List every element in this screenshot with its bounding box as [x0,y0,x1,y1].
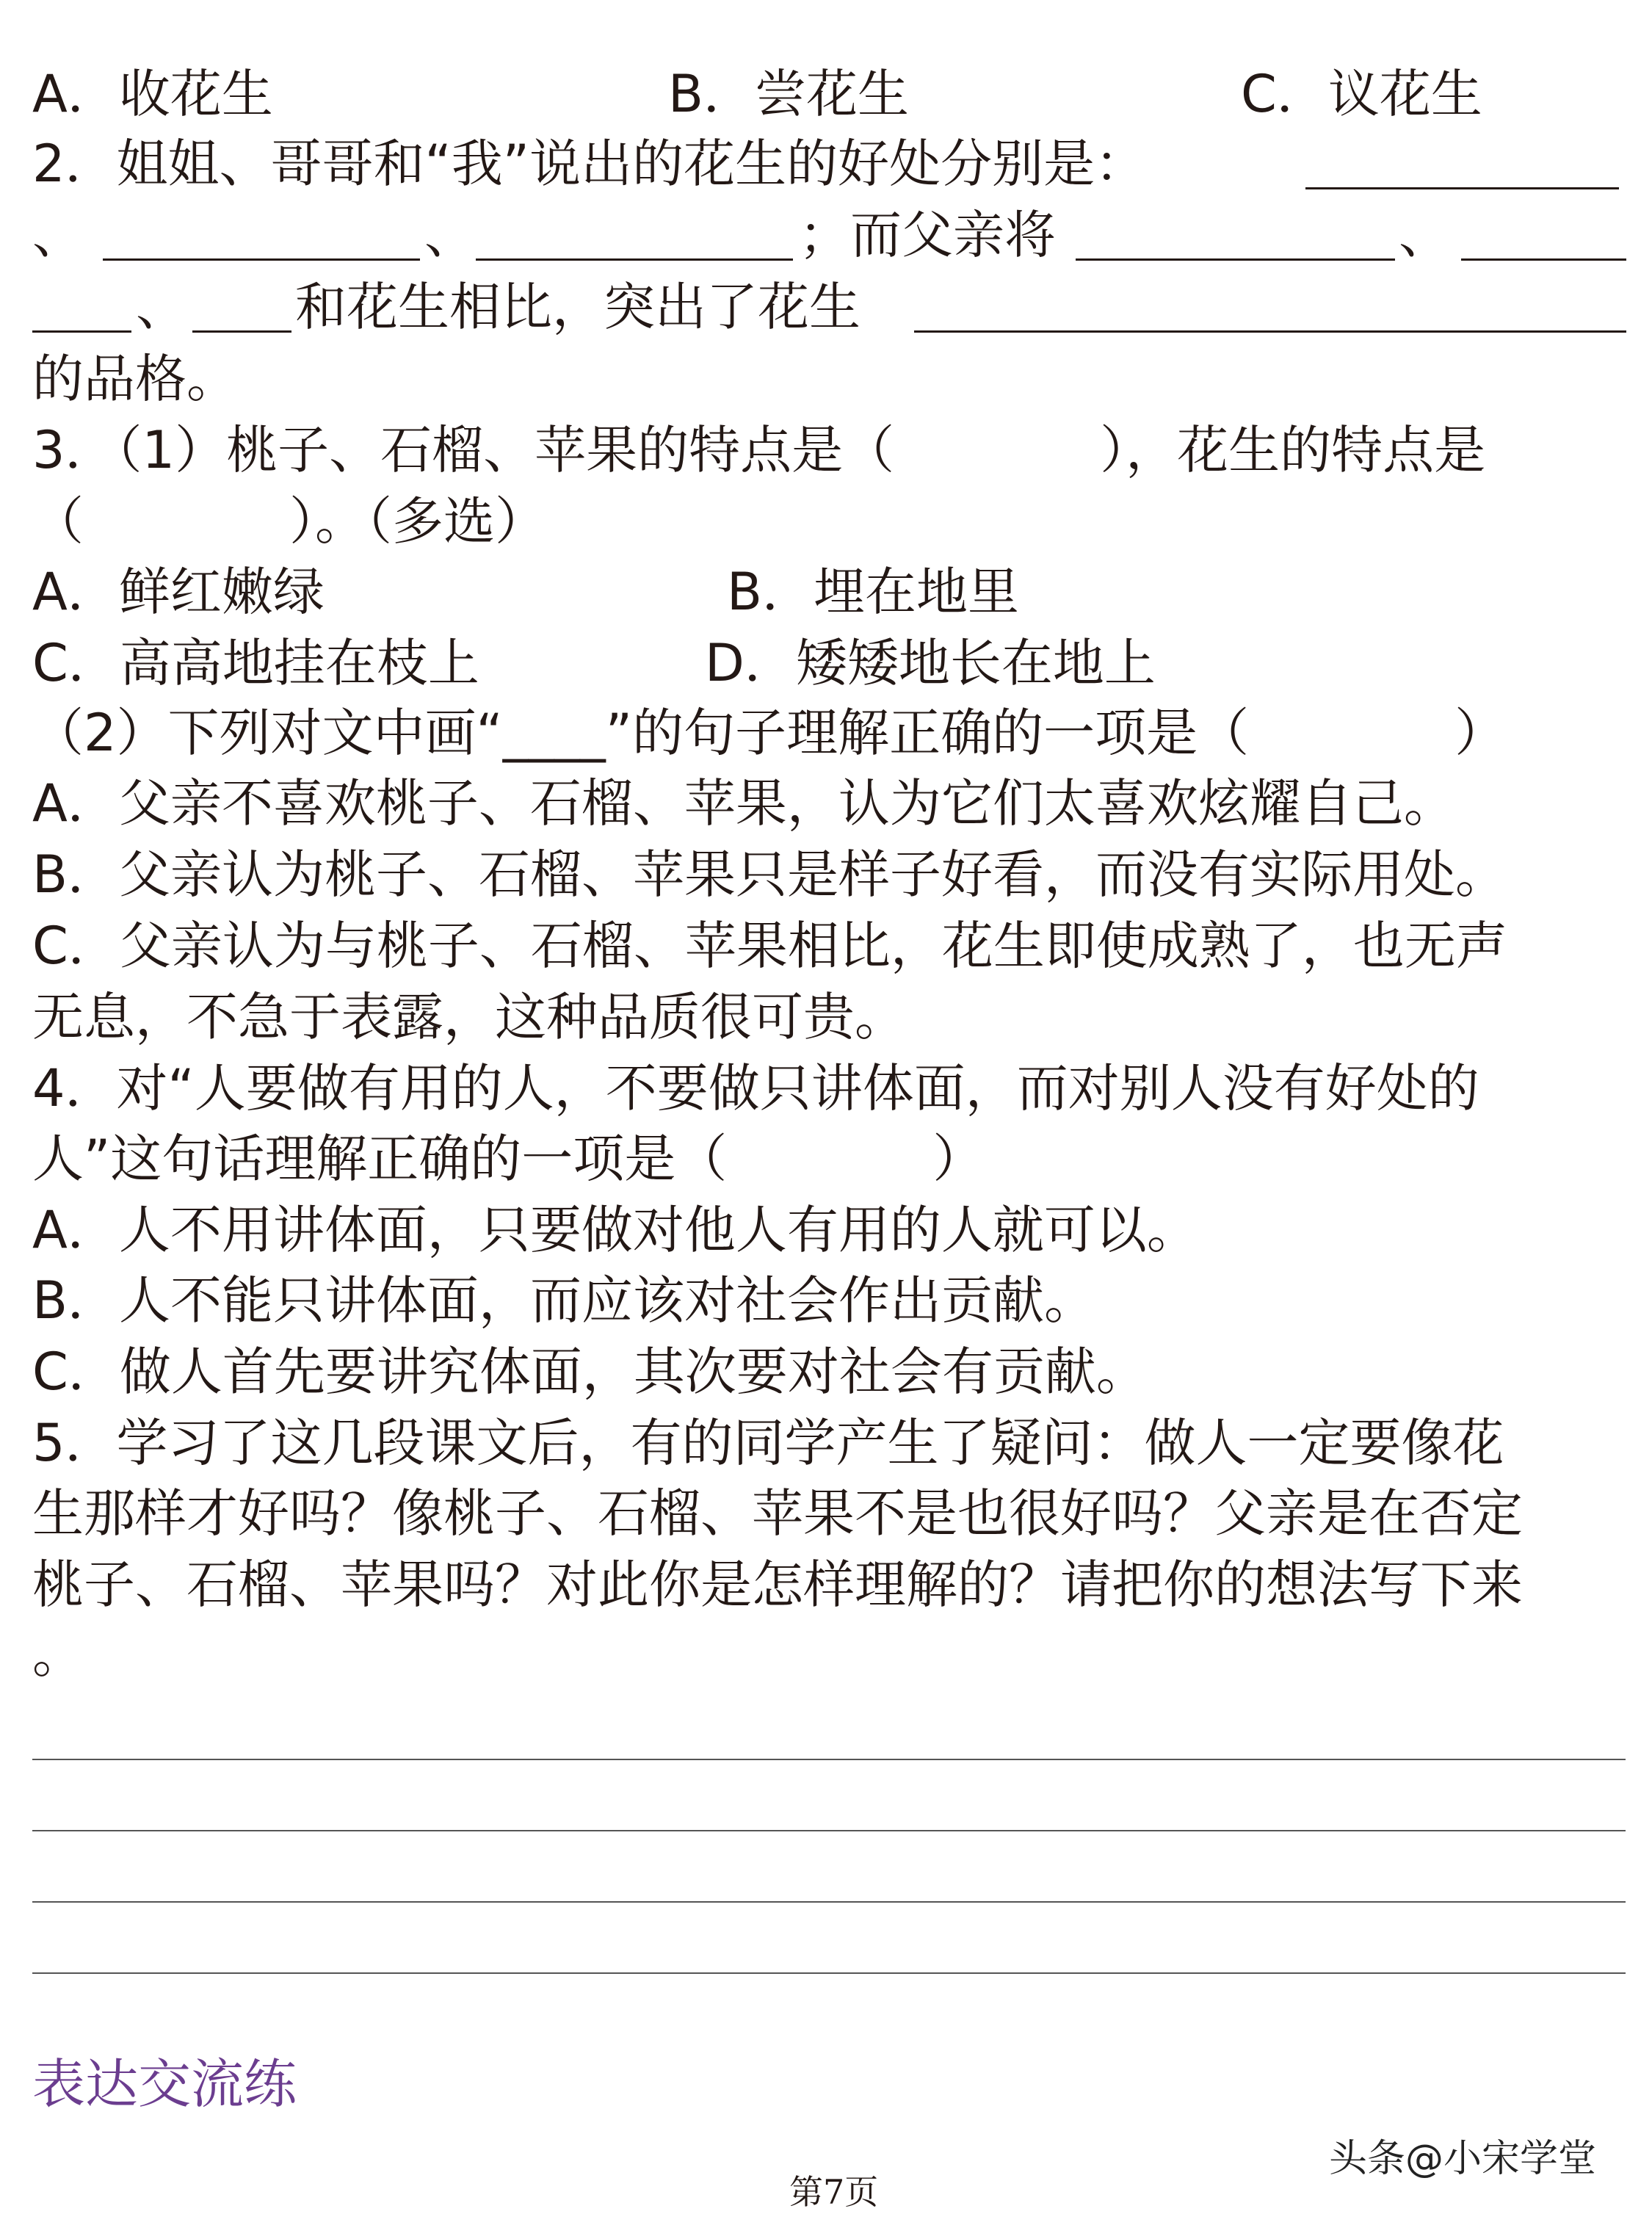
option-a: A．父亲不喜欢桃子、石榴、苹果，认为它们太喜欢炫耀自己。 [32,773,1455,833]
answer-blank[interactable] [103,258,420,261]
question-3-part1: 3．（1）桃子、石榴、苹果的特点是（ ），花生的特点是 [32,420,1486,480]
q2-father-compares: ；而父亲将 [799,205,1056,265]
watermark: 头条@小宋学堂 [1329,2137,1597,2181]
q2-separator: 、 [32,205,84,265]
section-title: 表达交流练 [32,2053,297,2115]
q2-separator: 、 [136,277,187,337]
answer-blank[interactable] [914,330,1626,333]
q2-ending: 的品格。 [32,349,238,409]
option-b: B．人不能只讲体面，而应该对社会作出贡献。 [32,1270,1096,1331]
writing-line[interactable] [32,1972,1626,1974]
question-3-part1-cont: （ ）。（多选） [32,491,546,551]
question-5-text-cont: 桃子、石榴、苹果吗？对此你是怎样理解的？请把你的想法写下来 [32,1555,1523,1615]
question-4-text: 4．对“人要做有用的人，不要做只讲体面，而对别人没有好处的 [32,1058,1479,1118]
answer-blank[interactable] [1461,258,1626,261]
answer-blank[interactable] [1076,258,1395,261]
q2-separator: 、 [424,205,476,265]
question-5-text: 5．学习了这几段课文后，有的同学产生了疑问：做人一定要像花 [32,1413,1504,1473]
option-c-yi-huasheng: C．议花生 [1241,64,1482,124]
option-c: C．父亲认为与桃子、石榴、苹果相比，花生即使成熟了，也无声 [32,916,1507,976]
answer-blank[interactable] [1305,187,1619,189]
option-a: A．鲜红嫩绿 [32,562,325,622]
answer-blank[interactable] [32,330,131,333]
question-4-text-cont: 人”这句话理解正确的一项是（ ） [32,1129,985,1189]
option-d: D．矮矮地长在地上 [705,633,1156,693]
page-number: 第7页 [789,2172,879,2212]
option-a-shou-huasheng: A．收花生 [32,64,273,124]
question-5-text-cont: 生那样才好吗？像桃子、石榴、苹果不是也很好吗？父亲是在否定 [32,1483,1523,1544]
answer-blank[interactable] [192,330,291,333]
question-2-text: 2．姐姐、哥哥和“我”说出的花生的好处分别是： [32,134,1147,194]
option-b: B．父亲认为桃子、石榴、苹果只是样子好看，而没有实际用处。 [32,844,1507,905]
option-b: B．埋在地里 [727,562,1020,622]
q2-separator: 、 [1399,205,1450,265]
writing-line[interactable] [32,1830,1626,1831]
option-a: A．人不用讲体面，只要做对他人有用的人就可以。 [32,1200,1198,1260]
option-c: C．做人首先要讲究体面，其次要对社会有贡献。 [32,1342,1148,1402]
writing-line[interactable] [32,1759,1626,1760]
question-3-part2: （2）下列对文中画“____”的句子理解正确的一项是（ ） [32,703,1507,763]
writing-line[interactable] [32,1901,1626,1903]
option-c-cont: 无息，不急于表露，这种品质很可贵。 [32,987,906,1047]
option-c: C．高高地挂在枝上 [32,633,479,693]
option-b-chang-huasheng: B．尝花生 [668,64,910,124]
answer-blank[interactable] [476,258,793,261]
question-5-text-end: 。 [32,1624,84,1685]
q2-compare-text: 和花生相比，突出了花生 [295,277,861,337]
